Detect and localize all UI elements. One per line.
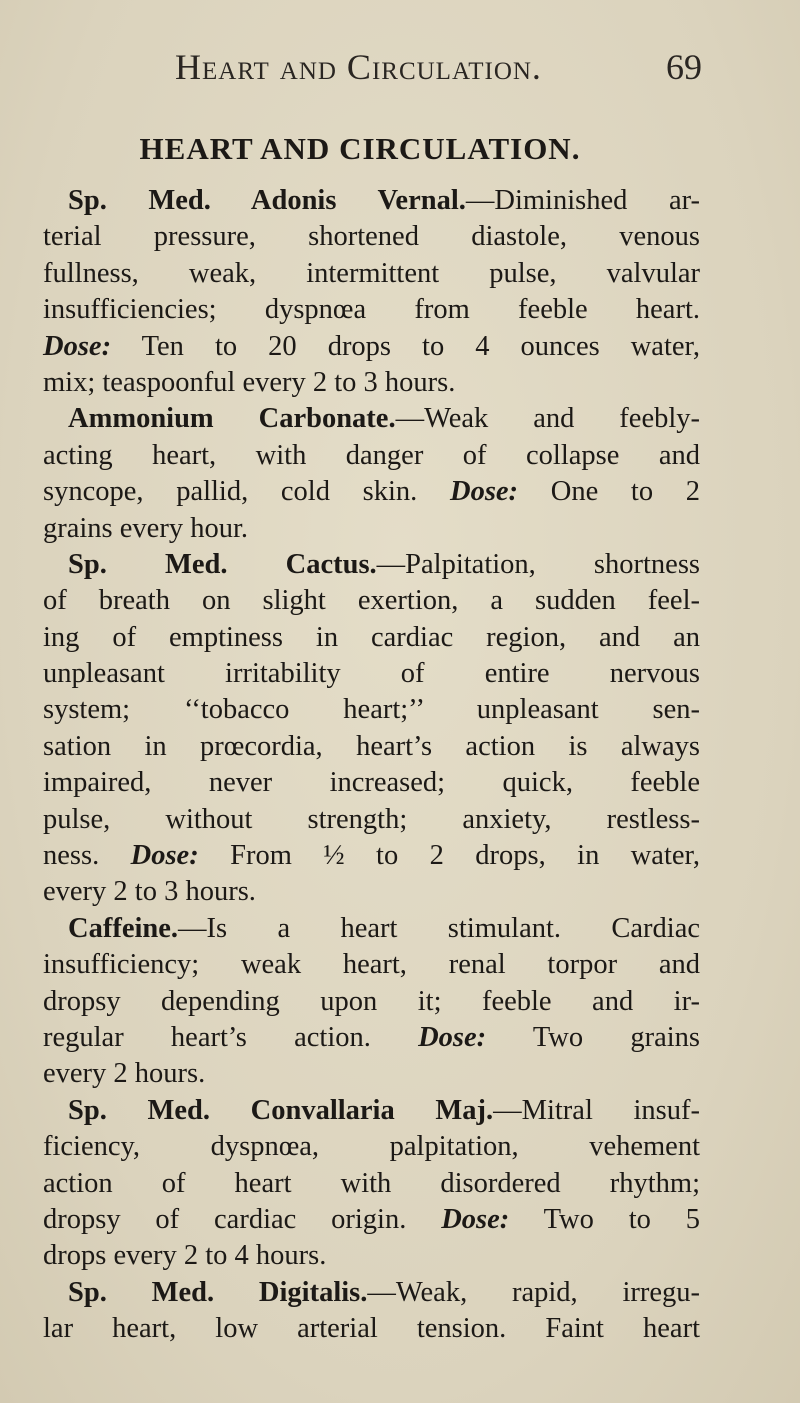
entry-heading: Ammonium Carbonate. [68, 403, 396, 435]
text-line: action of heart with disordered rhythm; [43, 1167, 700, 1199]
section-title: HEART AND CIRCULATION. [139, 131, 581, 166]
text-line: unpleasant irritability of entire nervous [43, 658, 700, 690]
entry-heading: Sp. Med. Convallaria Maj. [68, 1094, 494, 1126]
page-number: 69 [666, 47, 702, 87]
text-line: mix; teaspoonful every 2 to 3 hours. [43, 366, 456, 398]
text-line: system; ‘‘tobacco heart;’’ unpleasant sen- [43, 694, 700, 726]
text-line: sation in prœcordia, heart’s action is always [43, 730, 700, 762]
text-line: insufficiencies; dyspnœa from feeble heart. [43, 294, 700, 326]
dose-label: Dose: [130, 840, 199, 872]
dose-label: Dose: [441, 1203, 510, 1235]
entry-heading: Caffeine. [68, 912, 179, 944]
text-line: dropsy depending upon it; feeble and ir- [43, 985, 700, 1017]
text-line: Caffeine.—Is a heart stimulant. Cardiac [68, 912, 700, 944]
text-line: Sp. Med. Cactus.—Palpitation, shortness [68, 548, 701, 580]
text-line: ficiency, dyspnœa, palpitation, vehement [43, 1131, 700, 1163]
dose-label: Dose: [43, 330, 112, 362]
text-line: terial pressure, shortened diastole, venous [43, 221, 700, 253]
text-line: drops every 2 to 4 hours. [43, 1240, 327, 1272]
text-line: of breath on slight exertion, a sudden feel- [43, 585, 700, 617]
text-line: every 2 hours. [43, 1058, 206, 1090]
text-line: syncope, pallid, cold skin. Dose: One to 2 [43, 476, 701, 508]
text-line: Ammonium Carbonate.—Weak and feebly- [68, 403, 700, 435]
text-line: Sp. Med. Adonis Vernal.—Diminished ar- [68, 185, 701, 216]
entry-heading: Sp. Med. Digitalis. [68, 1276, 368, 1308]
text-line: fullness, weak, intermittent pulse, valvular [43, 257, 700, 289]
text-line: acting heart, with danger of collapse and [43, 439, 700, 471]
text-line: grains every hour. [43, 512, 248, 544]
text-line: impaired, never increased; quick, feeble [43, 767, 700, 799]
text-line: Dose: Ten to 20 drops to 4 ounces water, [43, 330, 700, 362]
dose-label: Dose: [418, 1021, 487, 1053]
text-line: insufficiency; weak heart, renal torpor and [43, 949, 700, 981]
text-line: pulse, without strength; anxiety, restless- [43, 803, 700, 835]
text-line: regular heart’s action. Dose: Two grains [43, 1021, 700, 1053]
dose-label: Dose: [449, 476, 519, 508]
running-head: Heart and Circulation. [175, 47, 542, 87]
page-body [43, 183, 700, 1348]
text-line: ing of emptiness in cardiac region, and an [43, 621, 700, 653]
entry-heading: Sp. Med. Cactus. [68, 548, 377, 580]
text-line: Sp. Med. Digitalis.—Weak, rapid, irregu- [68, 1276, 701, 1308]
text-line: lar heart, low arterial tension. Faint heart [43, 1313, 700, 1345]
entry-heading: Sp. Med. Adonis Vernal. [68, 185, 466, 216]
text-line: every 2 to 3 hours. [43, 876, 256, 908]
text-line: ness. Dose: From ½ to 2 drops, in water, [43, 840, 700, 872]
text-line: Sp. Med. Convallaria Maj.—Mitral insuf- [68, 1094, 700, 1126]
text-line: dropsy of cardiac origin. Dose: Two to 5 [43, 1203, 700, 1235]
